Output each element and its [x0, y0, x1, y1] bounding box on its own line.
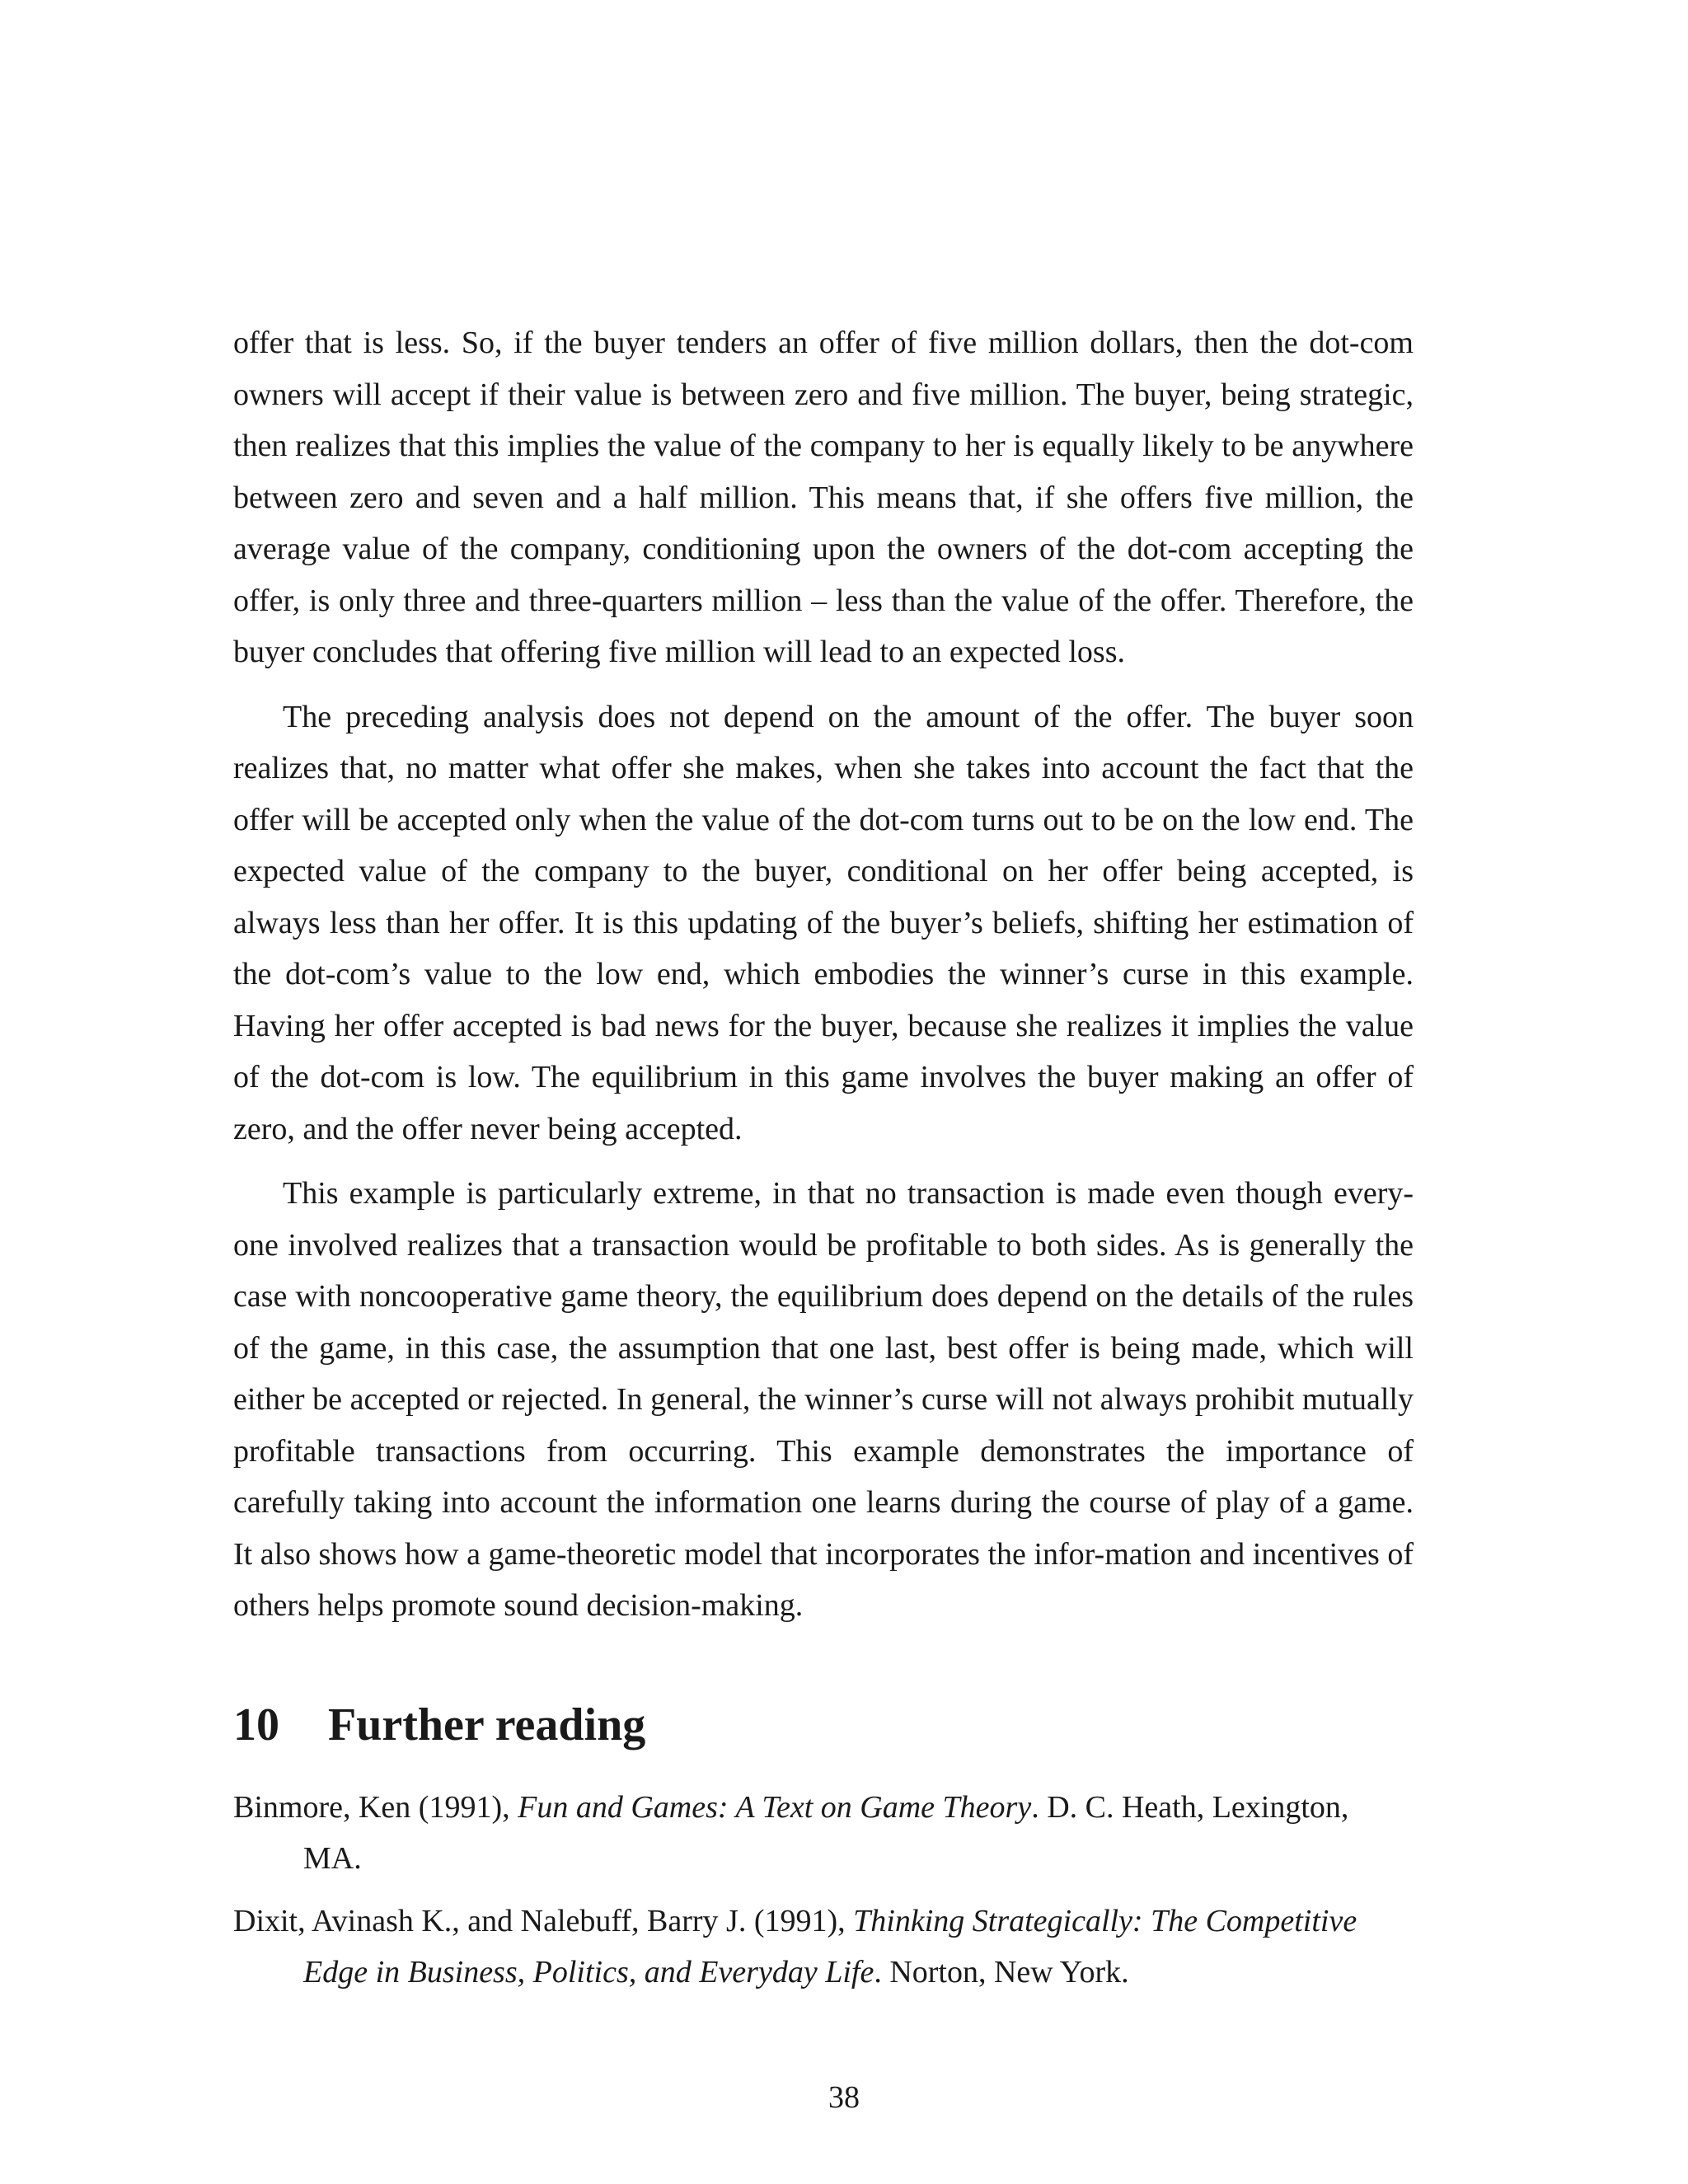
reference-title: Fun and Games: A Text on Game Theory — [518, 1789, 1032, 1825]
reference-authors: Binmore, Ken (1991), — [233, 1789, 510, 1825]
reference-authors: Dixit, Avinash K., and Nalebuff, Barry J. (1991), — [233, 1903, 846, 1938]
section-heading — [233, 1696, 1414, 1754]
body-paragraph-3: This example is particularly extreme, in that no transaction is made even though every-one involved realizes that a transaction would be profitable to both sides. As is generally the case with noncooperative game theory, the equilibrium does depend on the details of the rules of the game, in this case, the assumption that one last, best offer is being made, which will either be accepted or rejected. In general, the winner’s curse will not always prohibit mutually profitable transactions from occurring. This example demonstrates the importance of carefully taking into account the information one learns during the course of play of a game. It also shows how a game-theoretic model that incorporates the infor-mation and incentives of others helps promote sound decision-making. — [233, 1176, 1414, 1623]
section-number: 10 — [233, 1699, 279, 1750]
body-paragraph-1: offer that is less. So, if the buyer tenders an offer of five million dollars, then the dot-com owners will accept if their value is between zero and five million. The buyer, being strategic, then realizes that this implies the value of the company to her is equally likely to be anywhere between zero and seven and a half million. This means that, if she offers five million, the average value of the company, conditioning upon the owners of the dot-com accepting the offer, is only three and three-quarters million – less than the value of the offer. Therefore, the buyer concludes that offering five million will lead to an expected loss. — [233, 326, 1414, 669]
page-content — [233, 317, 1414, 2009]
reference-title: Thinking Strategically: The Competitive Edge in Business, Politics, and Everyday Life — [303, 1903, 1357, 1990]
reference-item — [233, 1896, 1414, 1999]
body-paragraph-2: The preceding analysis does not depend on the amount of the offer. The buyer soon realizes that, no matter what offer she makes, when she takes into account the fact that the offer will be accepted only when the value of the dot-com turns out to be on the low end. The expected value of the company to the buyer, conditional on her offer being accepted, is always less than her offer. It is this updating of the buyer’s beliefs, shifting her estimation of the dot-com’s value to the low end, which embodies the winner’s curse in this example. Having her offer accepted is bad news for the buyer, because she realizes it implies the value of the dot-com is low. The equilibrium in this game involves the buyer making an offer of zero, and the offer never being accepted. — [233, 699, 1414, 1146]
reference-publisher: . D. C. Heath, Lexington, MA. — [303, 1789, 1349, 1876]
reference-list — [233, 1782, 1414, 1999]
reference-item — [233, 1782, 1414, 1885]
section-title: Further reading — [328, 1699, 646, 1750]
reference-publisher: . Norton, New York. — [874, 1955, 1129, 1990]
page-number: 38 — [828, 2080, 860, 2115]
